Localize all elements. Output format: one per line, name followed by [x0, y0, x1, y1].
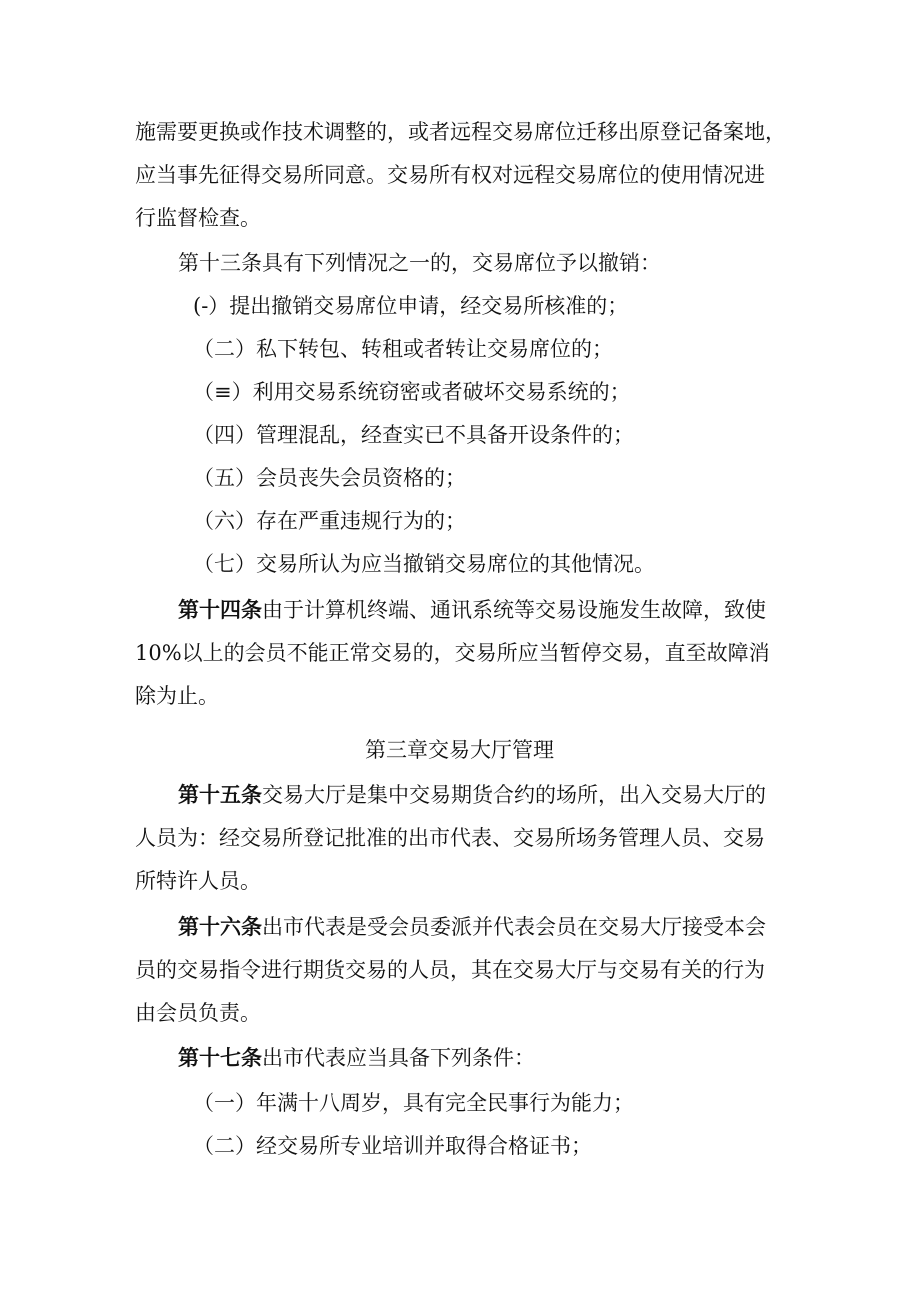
paragraph-line: 人员为：经交易所登记批准的出市代表、交易所场务管理人员、交易: [135, 826, 765, 850]
article-17-item: （二）经交易所专业培训并取得合格证书；: [193, 1134, 592, 1158]
article-13-item: （二）私下转包、转租或者转让交易席位的；: [193, 337, 613, 361]
article-15-text: 交易大厅是集中交易期货合约的场所，出入交易大厅的: [262, 783, 766, 807]
article-15-heading: 第十五条: [178, 782, 262, 807]
article-13-item: （≡）利用交易系统窃密或者破坏交易系统的；: [193, 380, 631, 404]
article-13-item: （七）交易所认为应当撤销交易席位的其他情况。: [193, 552, 655, 576]
paragraph-line: 员的交易指令进行期货交易的人员，其在交易大厅与交易有关的行为: [135, 958, 765, 982]
paragraph-line: 应当事先征得交易所同意。交易所有权对远程交易席位的使用情况进: [135, 163, 765, 187]
paragraph-line: 所特许人员。: [135, 869, 261, 893]
article-13-item: （六）存在严重违规行为的；: [193, 509, 466, 533]
article-13-item: (-）提出撤销交易席位申请，经交易所核准的；: [193, 294, 629, 318]
paragraph-line: 10%以上的会员不能正常交易的，交易所应当暂停交易，直至故障消: [135, 641, 770, 665]
article-16-heading: 第十六条: [178, 914, 262, 939]
article-16-text: 出市代表是受会员委派并代表会员在交易大厅接受本会: [262, 915, 766, 939]
article-17-text: 出市代表应当具备下列条件：: [262, 1046, 535, 1070]
paragraph-line: 行监督检查。: [135, 206, 261, 230]
article-17-heading: 第十七条: [178, 1045, 262, 1070]
article-13-item: （四）管理混乱，经查实已不具备开设条件的；: [193, 423, 634, 447]
paragraph-line: 除为止。: [135, 684, 219, 708]
paragraph-line: 施需要更换或作技术调整的，或者远程交易席位迁移出原登记备案地，: [135, 120, 786, 144]
article-16-first-line: [178, 912, 766, 942]
article-14-heading: 第十四条: [178, 597, 262, 622]
article-15-first-line: [178, 780, 766, 810]
paragraph-line: 由会员负责。: [135, 1001, 261, 1025]
article-13-text: 第十三条具有下列情况之一的，交易席位予以撤销：: [178, 251, 661, 275]
article-17-item: （一）年满十八周岁，具有完全民事行为能力；: [193, 1091, 634, 1115]
chapter-title: 第三章交易大厅管理: [365, 738, 554, 762]
article-13-item: （五）会员丧失会员资格的；: [193, 466, 466, 490]
article-14-first-line: [178, 595, 766, 625]
article-17-first-line: [178, 1043, 535, 1073]
article-14-text: 由于计算机终端、通讯系统等交易设施发生故障，致使: [262, 598, 766, 622]
